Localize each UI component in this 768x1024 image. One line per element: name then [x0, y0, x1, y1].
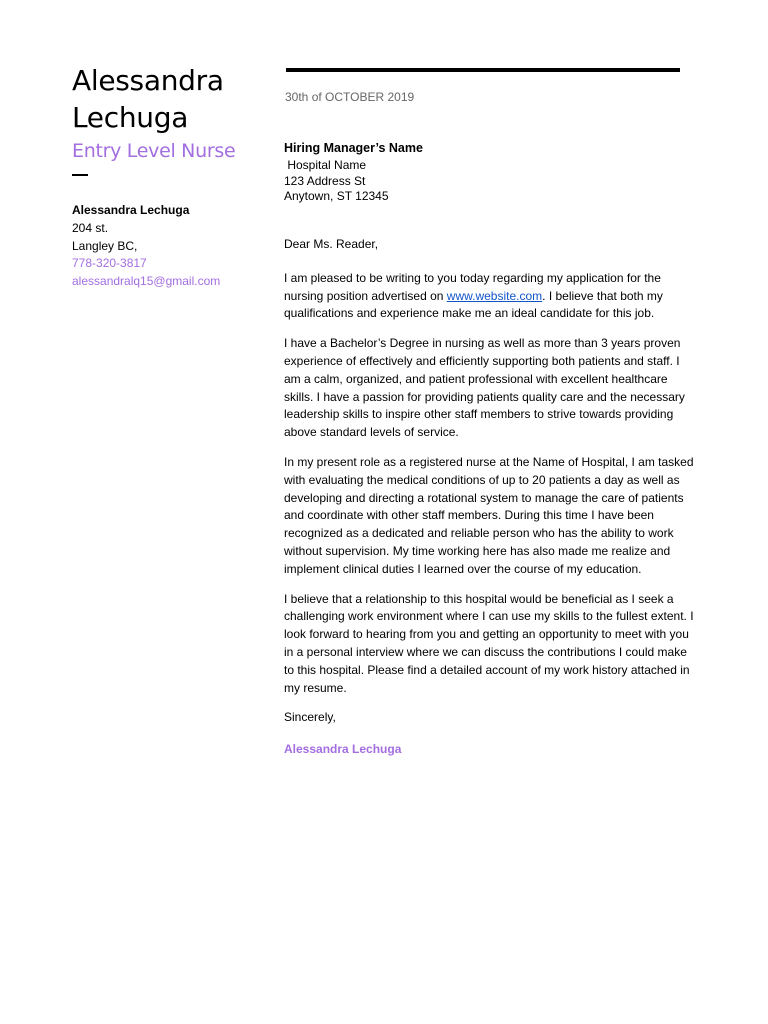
- paragraph-1: [284, 270, 698, 323]
- recipient-address: 123 Address St: [284, 173, 366, 188]
- contact-block: [72, 202, 262, 291]
- contact-email[interactable]: alessandralq15@gmail.com: [72, 274, 221, 289]
- paragraph-3: In my present role as a registered nurse at the Name of Hospital, I am tasked with evaluating the medical conditions of up to 20 patients a day as well as developing and directing a rotational system to manage the care of patients and coordinate with other staff members. During this time I have been recognized as a dedicated and reliable person who has the ability to work without supervision. My time working here has also made me realize and implement clinical duties I learned over the course of my education.: [284, 454, 694, 576]
- paragraph-2: I have a Bachelor’s Degree in nursing as well as more than 3 years proven experience of effectively and efficiently supporting both patients and staff. I am a calm, organized, and patient professional with excellent healthcare skills. I have a passion for providing patients quality care and the necessary leadership skills to inspire other staff members to strive towards providing above standard levels of service.: [284, 336, 685, 440]
- recipient-name: Hiring Manager’s Name: [284, 141, 423, 155]
- contact-phone[interactable]: 778-320-3817: [72, 256, 147, 271]
- contact-street: 204 st.: [72, 220, 109, 235]
- contact-city: Langley BC,: [72, 238, 138, 253]
- recipient-city: Anytown, ST 12345: [284, 189, 389, 204]
- paragraph-4: I believe that a relationship to this hospital would be beneficial as I seek a challenging work environment where I can use my skills to the fullest extent. I look forward to hearing from you and getting an opportunity to meet with you in a personal interview where we can discuss the contributions I could make to this hospital. Please find a detailed account of my work history attached in my resume.: [284, 591, 694, 695]
- signature: Alessandra Lechuga: [284, 742, 402, 757]
- website-link[interactable]: www.website.com: [446, 288, 543, 303]
- paragraph-1-end: . I believe that both my qualifications and experience make me an ideal candidate for this job.: [284, 288, 663, 321]
- recipient-block: [284, 140, 423, 205]
- sender-panel: [72, 62, 262, 291]
- header-rule: [286, 68, 680, 72]
- contact-name: Alessandra Lechuga: [72, 203, 190, 217]
- job-title: Entry Level Nurse: [72, 140, 236, 162]
- closing: Sincerely,: [284, 710, 336, 725]
- salutation: Dear Ms. Reader,: [284, 237, 379, 251]
- letter-date: 30th of OCTOBER 2019: [285, 90, 415, 104]
- sender-last-name: Lechuga: [72, 101, 189, 134]
- recipient-hospital: Hospital Name: [284, 158, 367, 172]
- letter-body: [284, 236, 698, 771]
- paragraph-1-start: I am pleased to be writing to you today regarding my application for the nursing position advertised on: [284, 270, 661, 303]
- sender-first-name: Alessandra: [72, 64, 224, 97]
- title-divider: [72, 174, 88, 176]
